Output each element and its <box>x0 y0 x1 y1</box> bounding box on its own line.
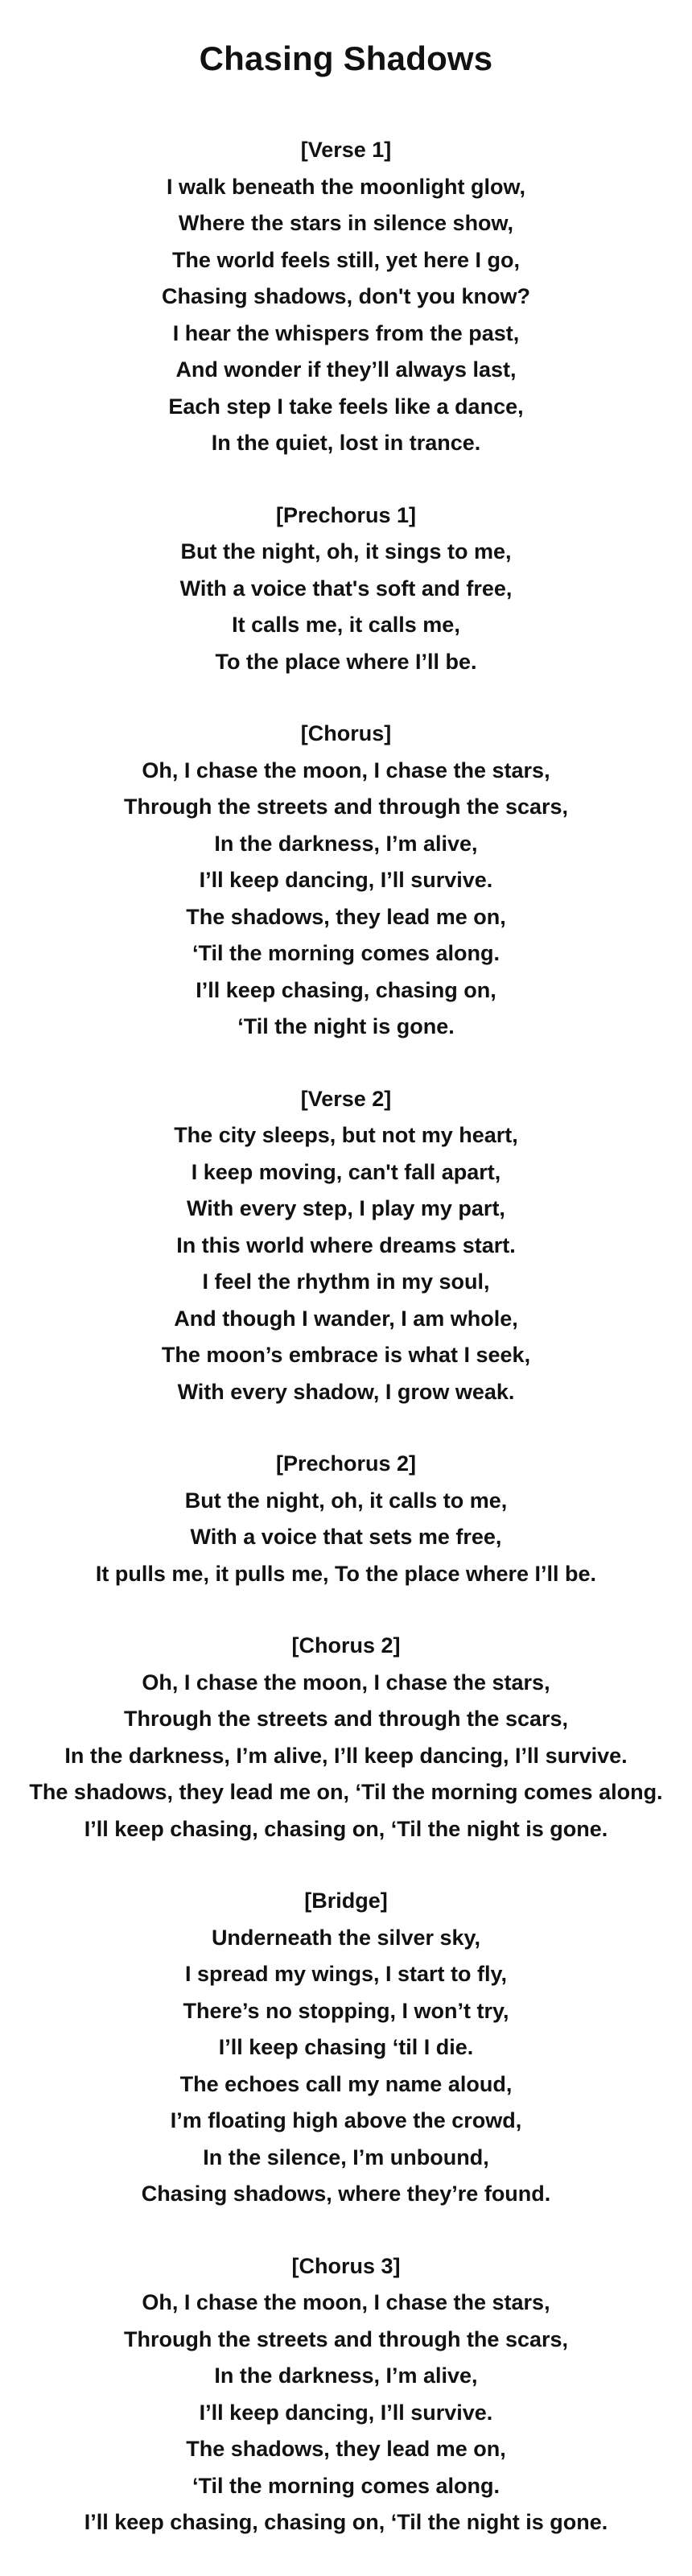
lyric-line: Chasing shadows, don't you know? <box>162 284 530 308</box>
song-title: Chasing Shadows <box>199 39 493 77</box>
lyrics-section <box>0 1081 692 1411</box>
lyric-line: ‘Til the night is gone. <box>237 1014 455 1038</box>
lyrics-section <box>0 2248 692 2541</box>
lyrics-section <box>0 716 692 1046</box>
lyric-line: Through the streets and through the scars, <box>123 795 569 819</box>
lyric-line: In this world where dreams start. <box>176 1232 516 1257</box>
lyric-line: I’ll keep dancing, I’ll survive. <box>199 868 493 892</box>
lyric-line: With a voice that's soft and free, <box>179 576 513 601</box>
lyric-line: I’ll keep chasing, chasing on, ‘Til the night is gone. <box>84 2510 608 2534</box>
lyric-line: But the night, oh, it sings to me, <box>180 539 512 564</box>
section-header: [Chorus 2] <box>291 1633 401 1657</box>
lyric-line: The city sleeps, but not my heart, <box>174 1123 518 1147</box>
lyrics-section <box>0 1883 692 2213</box>
section-header: [Prechorus 1] <box>275 502 417 527</box>
lyric-line: The shadows, they lead me on, ‘Til the morning comes along. <box>29 1780 663 1804</box>
lyric-line: The world feels still, yet here I go, <box>171 247 521 272</box>
lyric-line: I’ll keep chasing, chasing on, <box>196 977 496 1002</box>
lyric-line: I spread my wings, I start to fly, <box>184 1962 508 1986</box>
lyric-line: Chasing shadows, where they’re found. <box>141 2182 551 2206</box>
lyric-line: With every step, I play my part, <box>187 1196 505 1220</box>
lyric-line: I keep moving, can't fall apart, <box>191 1159 501 1184</box>
section-header: [Verse 2] <box>300 1086 392 1111</box>
section-header: [Chorus] <box>300 721 392 745</box>
lyric-line: But the night, oh, it calls to me, <box>184 1488 508 1513</box>
lyric-line: It pulls me, it pulls me, To the place where I’ll be. <box>95 1561 597 1586</box>
lyric-line: In the silence, I’m unbound, <box>203 2145 489 2169</box>
lyrics-section <box>0 1446 692 1592</box>
section-header: [Verse 1] <box>300 138 392 162</box>
lyric-line: There’s no stopping, I won’t try, <box>183 1998 509 2023</box>
lyrics-section <box>0 132 692 462</box>
lyric-line: In the quiet, lost in trance. <box>211 431 481 455</box>
section-header: [Bridge] <box>304 1889 388 1913</box>
lyrics-section <box>0 1628 692 1847</box>
lyric-line: ‘Til the morning comes along. <box>192 2473 500 2498</box>
lyric-line: I’m floating high above the crowd, <box>170 2108 522 2132</box>
lyric-line: ‘Til the morning comes along. <box>192 941 500 965</box>
lyric-line: I’ll keep dancing, I’ll survive. <box>199 2400 493 2425</box>
lyric-line: Through the streets and through the scars, <box>123 1707 569 1731</box>
lyric-line: To the place where I’ll be. <box>215 649 477 674</box>
lyric-line: Oh, I chase the moon, I chase the stars, <box>142 2290 550 2314</box>
lyric-line: In the darkness, I’m alive, <box>214 831 478 856</box>
lyric-line: I’ll keep chasing ‘til I die. <box>218 2035 474 2059</box>
lyric-line: I walk beneath the moonlight glow, <box>166 174 525 199</box>
lyric-line: It calls me, it calls me, <box>232 613 460 637</box>
lyrics-body <box>0 132 692 2541</box>
lyric-line: Where the stars in silence show, <box>178 211 514 235</box>
lyric-line: And wonder if they’ll always last, <box>175 357 517 382</box>
lyric-line: With a voice that sets me free, <box>190 1525 502 1549</box>
lyric-line: In the darkness, I’m alive, I’ll keep dancing, I’ll survive. <box>64 1743 628 1768</box>
lyric-line: The echoes call my name aloud, <box>179 2071 513 2096</box>
lyrics-section <box>0 497 692 681</box>
lyric-line: I feel the rhythm in my soul, <box>202 1269 490 1294</box>
lyric-line: The moon’s embrace is what I seek, <box>161 1343 531 1367</box>
lyric-line: Through the streets and through the scars, <box>123 2326 569 2351</box>
section-header: [Chorus 3] <box>291 2253 401 2278</box>
section-header: [Prechorus 2] <box>275 1451 417 1476</box>
lyric-line: The shadows, they lead me on, <box>186 2437 506 2461</box>
lyric-line: Each step I take feels like a dance, <box>168 394 524 419</box>
lyric-line: In the darkness, I’m alive, <box>214 2363 478 2388</box>
lyric-line: Oh, I chase the moon, I chase the stars, <box>142 758 550 782</box>
lyric-line: Underneath the silver sky, <box>211 1925 481 1950</box>
lyric-line: With every shadow, I grow weak. <box>177 1379 515 1404</box>
lyric-line: I’ll keep chasing, chasing on, ‘Til the night is gone. <box>84 1816 608 1841</box>
lyric-line: I hear the whispers from the past, <box>172 320 520 345</box>
lyric-line: And though I wander, I am whole, <box>174 1306 518 1331</box>
lyric-line: Oh, I chase the moon, I chase the stars, <box>142 1670 550 1695</box>
lyric-line: The shadows, they lead me on, <box>186 904 506 929</box>
